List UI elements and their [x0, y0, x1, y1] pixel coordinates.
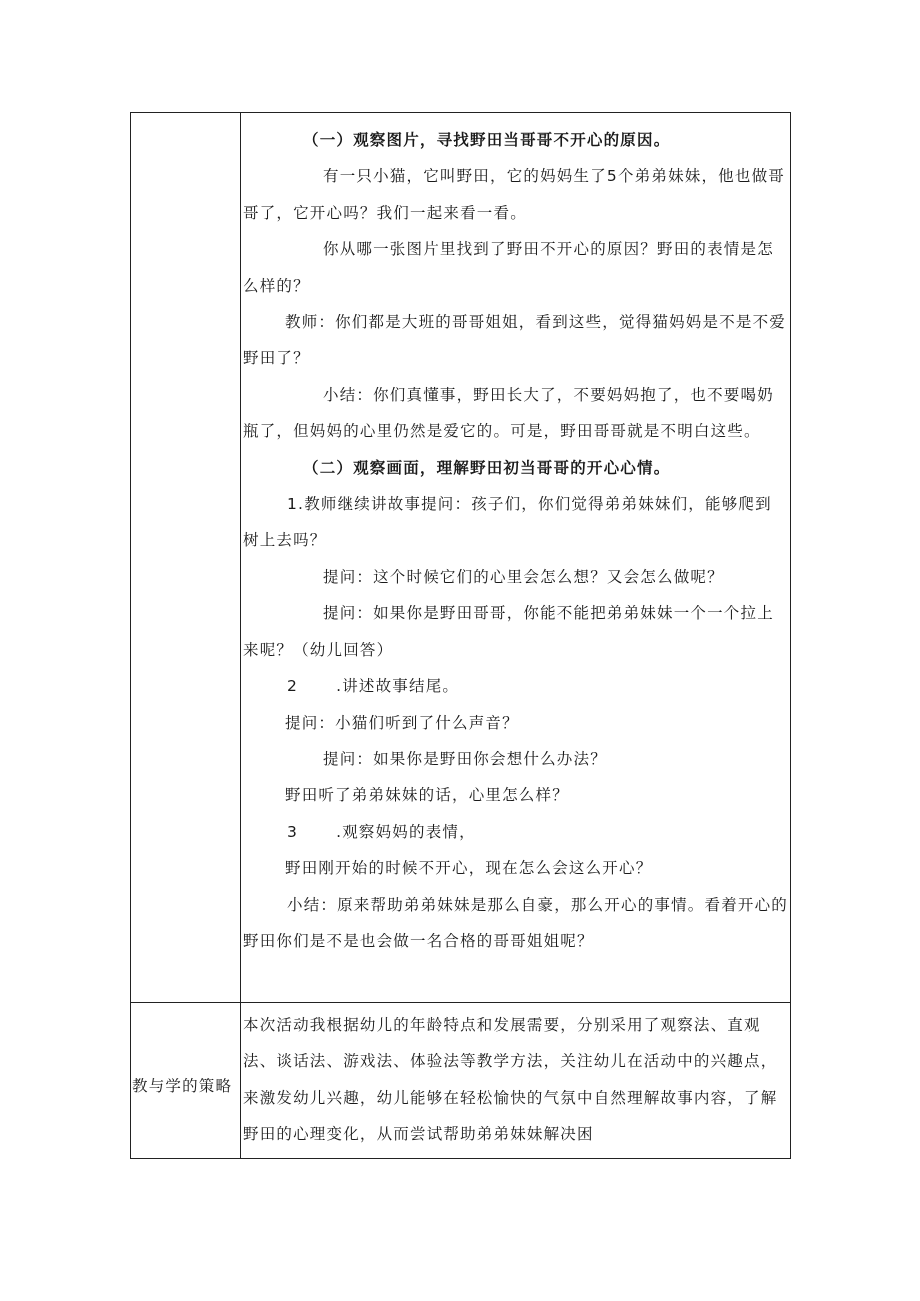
paragraph-question-2: 提问：这个时候它们的心里会怎么想？又会怎么做呢？	[323, 567, 724, 586]
strategy-row	[131, 1003, 791, 1159]
strategy-label-cell	[131, 1003, 241, 1159]
lesson-plan-table	[130, 112, 791, 1159]
strategy-text: 本次活动我根据幼儿的年龄特点和发展需要，分别采用了观察法、直观法、谈话法、游戏法、体验法等教学方法，关注幼儿在活动中的兴趣点，来激发幼儿兴趣，幼儿能够在轻松愉快的气氛中自然理解故事内容，了解野田的心理变化，从而尝试帮助弟弟妹妹解决困	[243, 1016, 778, 1144]
section-2-title: （二）观察画面，理解野田初当哥哥的开心心情。	[303, 458, 671, 477]
paragraph-summary-2: 小结：原来帮助弟弟妹妹是那么自豪，那么开心的事情。看着开心的野田你们是不是也会做一名合格的哥哥姐姐呢？	[243, 895, 789, 950]
process-content-cell	[241, 113, 791, 1003]
step-2-text: .讲述故事结尾。	[336, 677, 460, 696]
paragraph-teacher: 教师：你们都是大班的哥哥姐姐，看到这些，觉得猫妈妈是不是不爱野田了？	[243, 313, 787, 368]
strategy-content-cell	[241, 1003, 791, 1159]
paragraph-step-3	[243, 814, 788, 850]
process-row	[131, 113, 791, 1003]
process-label-cell	[131, 113, 241, 1003]
paragraph-step-2	[243, 668, 788, 704]
paragraph-question-7: 野田刚开始的时候不开心，现在怎么会这么开心？	[285, 859, 653, 878]
paragraph-intro: 有一只小猫，它叫野田，它的妈妈生了5个弟弟妹妹，他也做哥哥了，它开心吗？我们一起来看一看。	[243, 167, 785, 222]
paragraph-question-5: 提问：如果你是野田你会想什么办法？	[323, 749, 607, 768]
paragraph-question: 你从哪一张图片里找到了野田不开心的原因？野田的表情是怎么样的？	[243, 240, 774, 295]
step-3-text: .观察妈妈的表情，	[336, 822, 476, 841]
paragraph-step-1: 1.教师继续讲故事提问：孩子们，你们觉得弟弟妹妹们，能够爬到树上去吗？	[243, 495, 772, 550]
process-content	[241, 113, 790, 959]
section-1-title: （一）观察图片，寻找野田当哥哥不开心的原因。	[303, 131, 671, 149]
strategy-label: 教与学的策略	[132, 1076, 233, 1095]
paragraph-question-3: 提问：如果你是野田哥哥，你能不能把弟弟妹妹一个一个拉上来呢？（幼儿回答）	[243, 604, 774, 659]
paragraph-summary-1: 小结：你们真懂事，野田长大了，不要妈妈抱了，也不要喝奶瓶了，但妈妈的心里仍然是爱它的。可是，野田哥哥就是不明白这些。	[243, 385, 774, 441]
step-2-number: 2	[287, 677, 299, 696]
paragraph-question-6: 野田听了弟弟妹妹的话，心里怎么样？	[285, 786, 569, 805]
step-3-number: 3	[287, 822, 299, 841]
paragraph-question-4: 提问：小猫们听到了什么声音？	[285, 713, 519, 732]
